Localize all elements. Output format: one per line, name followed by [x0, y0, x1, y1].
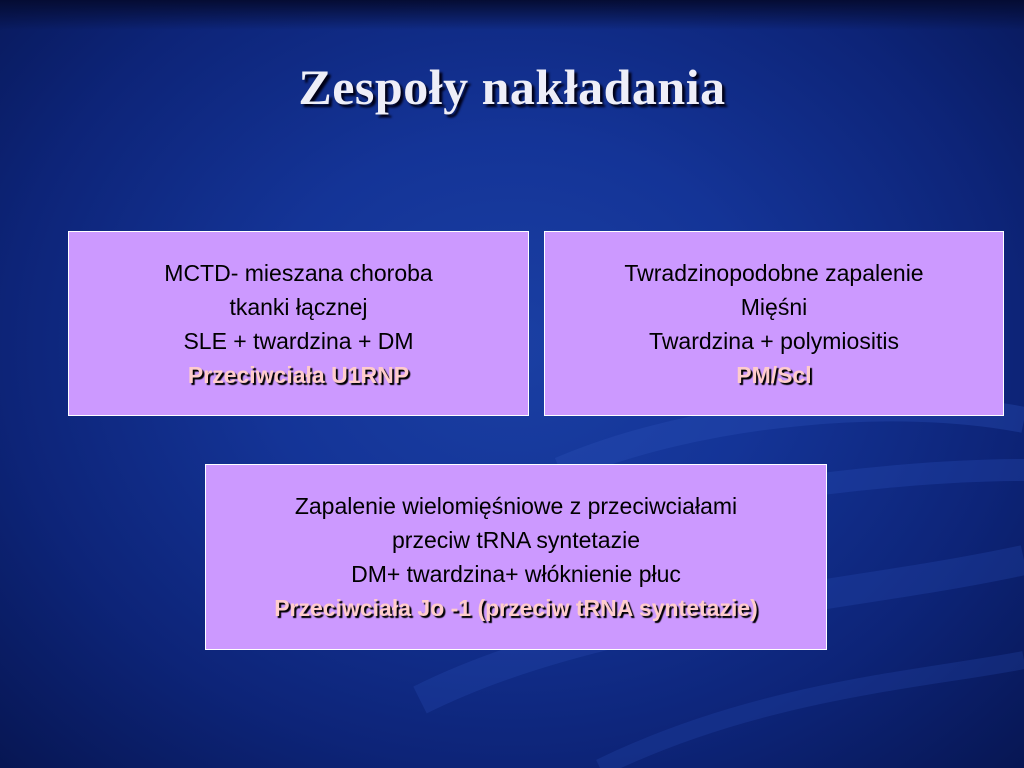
box-line: Mięśni: [740, 293, 808, 320]
box-line: Twradzinopodobne zapalenie: [624, 259, 924, 286]
scleroderma-myositis-box: [544, 231, 1004, 416]
box-line: Twardzina + polymiositis: [649, 327, 899, 354]
slide-title: Zespoły nakładania: [298, 59, 726, 115]
box-line: DM+ twardzina+ włóknienie płuc: [351, 561, 681, 587]
box-line: przeciw tRNA syntetazie: [392, 527, 640, 553]
box-line: Zapalenie wielomięśniowe z przeciwciałami: [294, 493, 738, 519]
mctd-box: [68, 231, 529, 416]
antisynthetase-box: [205, 464, 827, 650]
antibody-highlight: Przeciwciała Jo -1 (przeciw tRNA syntetazie): [274, 595, 758, 621]
box-line: MCTD- mieszana choroba: [164, 259, 433, 286]
box-line: tkanki łącznej: [229, 293, 368, 320]
antibody-highlight: PM/Scl: [736, 361, 812, 388]
antibody-highlight: Przeciwciała U1RNP: [187, 361, 410, 388]
box-line: SLE + twardzina + DM: [183, 327, 414, 354]
